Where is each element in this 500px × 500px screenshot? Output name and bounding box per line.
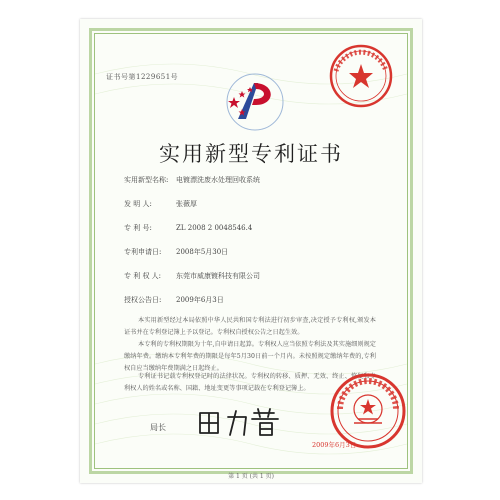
official-seal-icon (326, 41, 396, 111)
field-application-date (124, 247, 228, 257)
field-label: 专利申请日: (124, 248, 162, 256)
field-utility-model-name (124, 175, 260, 185)
paragraph-legal-status: 专利证书记载专利权登记时的法律状况。专利权的转移、质押、无效、终止、恢复和专利权人的姓名或名称、国籍、地址变更等事项记载在专利登记簿上。 (124, 373, 376, 392)
field-label: 授权公告日: (124, 296, 162, 304)
seal-date: 2009年6月3日 (312, 441, 357, 449)
field-value: 2008年5月30日 (176, 248, 229, 256)
paragraph-grant: 本实用新型经过本局依照中华人民共和国专利法进行初步审查,决定授予专利权,颁发本证书并在专利登记簿上予以登记。专利权自授权公告之日起生效。 (124, 317, 376, 336)
field-value: ZL 2008 2 0048546.4 (176, 224, 253, 232)
field-label: 专 利 权 人: (124, 272, 162, 280)
patent-office-emblem-icon (224, 71, 286, 133)
field-grant-date (124, 295, 224, 305)
field-label: 发 明 人: (124, 200, 152, 208)
director-signature (194, 405, 284, 439)
field-value: 东莞市威康镀科技有限公司 (176, 272, 260, 280)
field-value: 张薇厚 (176, 200, 197, 208)
field-inventor (124, 199, 197, 209)
field-label: 实用新型名称: (124, 176, 169, 184)
field-patent-number (124, 223, 252, 233)
field-value: 2009年6月3日 (176, 296, 224, 304)
paragraph-term: 本专利的专利权期限为十年,自申请日起算。专利权人应当依照专利法及其实施细则规定缴纳年费。缴纳本专利年费的期限是每年5月30日前一个月内。未按照规定缴纳年费的,专利权自应当缴纳年费期满之日起终止。 (124, 341, 376, 372)
field-label: 专 利 号: (124, 224, 152, 232)
page-number: 第 1 页 (共 1 页) (228, 473, 274, 480)
field-value: 电镀漂洗废水处理回收系统 (176, 176, 260, 184)
certificate-title: 实用新型专利证书 (159, 142, 343, 166)
national-emblem-icon (328, 371, 408, 451)
certificate-number: 证书号第1229651号 (106, 73, 179, 81)
field-patentee (124, 271, 260, 281)
director-label: 局长 (150, 423, 166, 432)
patent-certificate (80, 19, 422, 483)
